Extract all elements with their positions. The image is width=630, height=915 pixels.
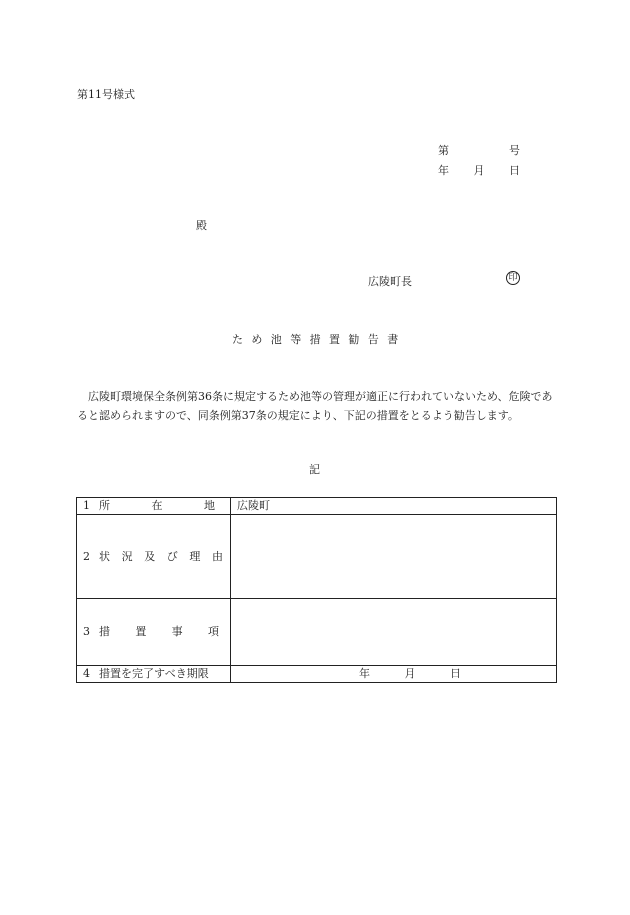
table-row	[77, 515, 557, 599]
label-char: 事	[171, 625, 183, 638]
row-label	[83, 550, 230, 564]
deadline-date	[359, 667, 461, 681]
table-label-cell	[77, 515, 231, 599]
addressee-honorific: 殿	[196, 219, 207, 232]
situation-reason-value	[231, 515, 557, 599]
deadline-day: 日	[450, 667, 461, 680]
deadline-month: 月	[404, 667, 416, 680]
measures-table	[76, 497, 557, 683]
table-label-cell	[77, 599, 231, 666]
label-char: 由	[211, 549, 223, 563]
ki-heading: 記	[309, 463, 320, 476]
row-label	[83, 625, 230, 639]
body-paragraph: 広陵町環境保全条例第36条に規定するため池等の管理が適正に行われていないため、危険であると認められますので、同条例第37条の規定により、下記の措置をとるよう勧告します。	[77, 390, 553, 422]
deadline-label: 措置を完了すべき期限	[99, 667, 209, 680]
label-char: 状	[99, 549, 110, 563]
label-char: 所	[99, 499, 110, 512]
row-number: 2	[83, 549, 90, 563]
label-char: 措	[99, 625, 110, 638]
location-value: 広陵町	[231, 498, 557, 515]
issue-date-month: 月	[473, 164, 485, 177]
row-label	[83, 667, 230, 681]
label-char: 況	[121, 549, 133, 563]
form-number: 第11号様式	[77, 88, 135, 101]
table-label-cell	[77, 498, 231, 515]
label-char: 地	[204, 499, 215, 512]
label-char: 置	[135, 625, 147, 638]
table-row	[77, 666, 557, 683]
table-row	[77, 599, 557, 666]
label-char: 理	[189, 549, 201, 563]
deadline-year: 年	[359, 667, 370, 680]
deadline-value	[231, 666, 557, 683]
measures-value	[231, 599, 557, 666]
document-number-prefix: 第	[438, 144, 449, 157]
issue-date-year: 年	[438, 164, 449, 177]
issue-date	[438, 162, 520, 178]
label-char: 在	[151, 499, 163, 512]
document-title: ため池等措置勧告書	[232, 333, 407, 346]
label-char: 項	[207, 625, 219, 638]
document-number	[438, 142, 520, 158]
row-number: 3	[83, 625, 90, 638]
table-row	[77, 498, 557, 515]
label-char: び	[166, 549, 178, 563]
document-number-suffix: 号	[509, 144, 520, 157]
label-char: 及	[144, 549, 156, 563]
row-number: 4	[83, 667, 90, 680]
seal-mark: 印	[506, 271, 520, 285]
row-number: 1	[83, 499, 90, 512]
row-label	[83, 499, 230, 513]
issuer-title: 広陵町長	[368, 275, 412, 288]
issue-date-day: 日	[509, 164, 520, 177]
table-label-cell	[77, 666, 231, 683]
